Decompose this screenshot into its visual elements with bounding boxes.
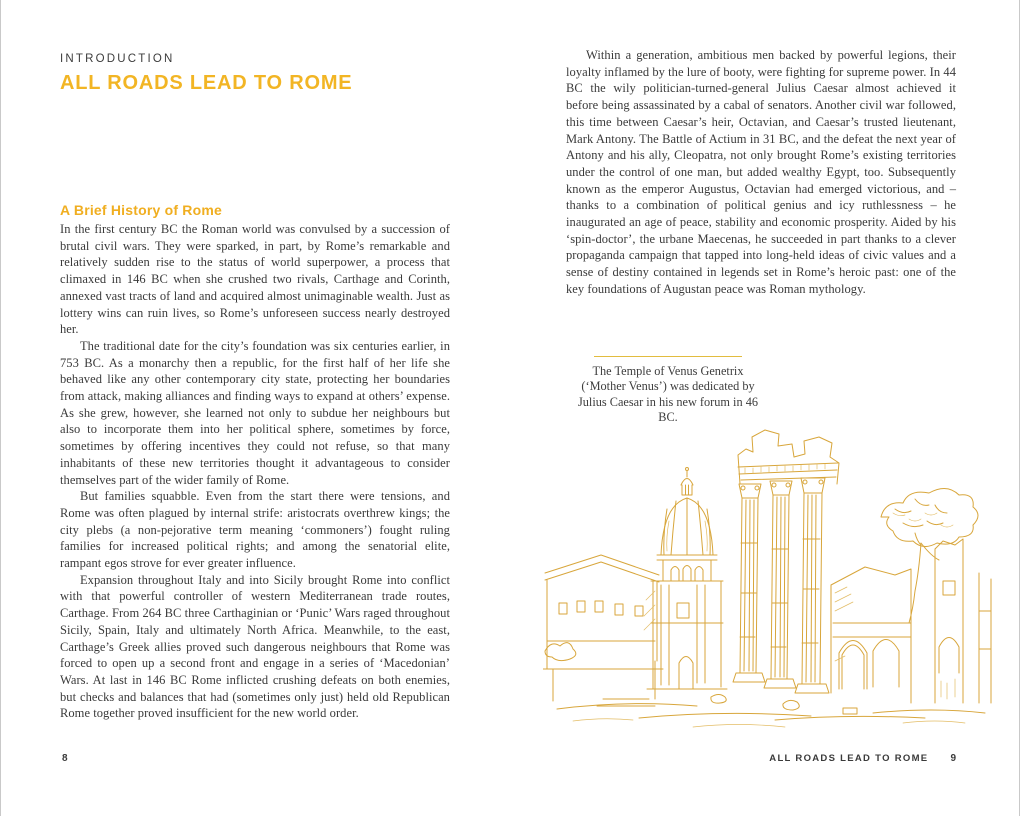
chapter-kicker: INTRODUCTION bbox=[60, 53, 175, 65]
paragraph: But families squabble. Even from the start there were tensions, and Rome was often plagued by internal strife: aristocrats overthrew kings; the city plebs (a non-pejorative term meaning ‘commoners’) fought ruling families for increased political rights; and among the senatorial elite, rampant egos strove for ever greater influence. bbox=[60, 489, 450, 571]
footer-right bbox=[769, 753, 956, 764]
caption-rule bbox=[594, 356, 742, 357]
paragraph: In the first century BC the Roman world was convulsed by a succession of brutal civil wars. They were sparked, in part, by Rome’s remarkable and relatively sudden rise to the status of world superpower, a process that climaxed in 146 BC when she crushed two rivals, Carthage and Corinth, annexed vast tracts of land and acquired almost unimaginable wealth. Just as lottery wins can ruin lives, so Rome’s unforeseen success nearly destroyed her. bbox=[60, 222, 450, 337]
page-number-left: 8 bbox=[62, 753, 68, 764]
paragraph: Expansion throughout Italy and into Sicily brought Rome into conflict with that powerful controller of western Mediterranean trade routes, Carthage. From 264 BC three Carthaginian or ‘Punic’ Wars raged throughout Sicily, Spain, Italy and ultimately North Africa. Meanwhile, to the east, Carthage’s Greek allies proved such dangerous neighbours that Rome was forced to open up a second front and engage in a series of ‘Macedonian’ Wars. At last in 146 BC Rome inflicted crushing defeats on both enemies, but checks and balances that had (sometimes only just) held old Republican Rome together proved insufficient for the new world order. bbox=[60, 572, 450, 721]
figure-caption-block bbox=[572, 356, 764, 426]
caption-text: The Temple of Venus Genetrix (‘Mother Venus’) was dedicated by Julius Caesar in his new forum in 46 BC. bbox=[578, 364, 758, 425]
chapter-title: ALL ROADS LEAD TO ROME bbox=[60, 72, 353, 94]
page-edge-left bbox=[0, 0, 1, 816]
page-right bbox=[566, 0, 956, 816]
paragraph: The traditional date for the city’s foundation was six centuries earlier, in 753 BC. As a monarchy then a republic, for the first half of her life she behaved like any other contemporary city state, protecting her boundaries from attack, making alliances and finding ways to expand at others’ expense. As she grew, however, she learned not only to subdue her neighbours but also to incorporate them into her political sphere, sometimes by force, sometimes by offering incentives they could not refuse, so that many inhabitants of these new territories thought it advantageous to consider themselves part of the wider family of Rome. bbox=[60, 338, 450, 487]
forum-ruins-illustration-icon bbox=[543, 421, 995, 735]
running-head: ALL ROADS LEAD TO ROME bbox=[769, 753, 929, 764]
page-number-right: 9 bbox=[950, 753, 956, 764]
paragraph: Within a generation, ambitious men backed by powerful legions, their loyalty inflamed by the lure of booty, were fighting for supreme power. In 44 BC the wily politician-turned-general Julius Caesar almost achieved it before being assassinated by a cabal of senators. Another civil war followed, this time between Caesar’s heir, Octavian, and Caesar’s trusted lieutenant, Mark Antony. The Battle of Actium in 31 BC, and the defeat the next year of Antony and his ally, Cleopatra, not only brought Rome’s existing territories under the control of one man, but added wealthy Egypt, too. Subsequently known as the emperor Augustus, Octavian had emerged victorious, and – thanks to a combination of political genius and icy ruthlessness – he inaugurated an age of peace, stability and economic prosperity. Aided by his ‘spin-doctor’, the urbane Maecenas, he succeeded in part thanks to a clever propaganda campaign that tapped into long-held ideas of civic values and a sense of destiny contained in legends set in Rome’s heroic past: one of the key foundations of Augustan peace was Roman mythology. bbox=[566, 48, 956, 296]
page-left bbox=[60, 0, 450, 816]
body-text-right bbox=[566, 47, 956, 298]
section-heading: A Brief History of Rome bbox=[60, 202, 222, 218]
body-text-left bbox=[60, 221, 450, 722]
